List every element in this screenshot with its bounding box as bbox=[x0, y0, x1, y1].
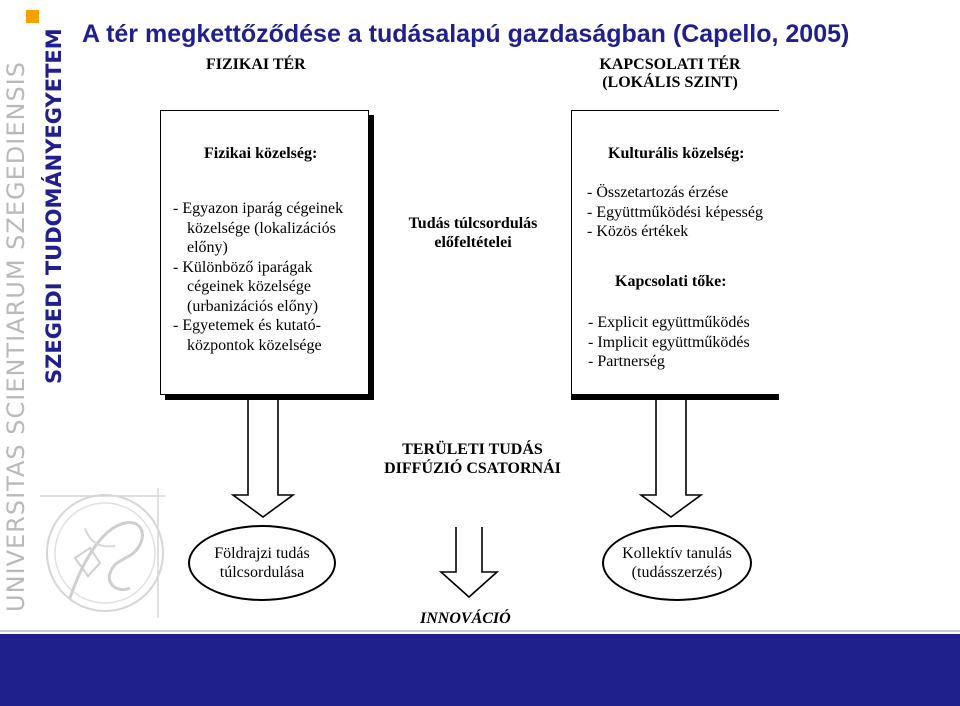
list-item: (urbanizációs előny) bbox=[187, 297, 319, 315]
list-item: - Különböző iparágak bbox=[173, 258, 313, 276]
cultural-proximity-title: Kulturális közelség: bbox=[608, 145, 745, 162]
footer-bar bbox=[0, 634, 960, 706]
list-item: előny) bbox=[187, 239, 228, 256]
list-item: - Közös értékek bbox=[587, 223, 689, 240]
right-oval-line1: Kollektív tanulás bbox=[622, 545, 732, 562]
geographic-spillover-oval bbox=[188, 525, 336, 601]
right-oval-line2: (tudásszerzés) bbox=[631, 564, 723, 581]
left-oval-line2: túlcsordulása bbox=[219, 564, 305, 581]
list-item: közelsége (lokalizációs bbox=[187, 219, 336, 237]
right-down-arrow bbox=[641, 394, 701, 517]
list-item: - Implicit együttműködés bbox=[588, 333, 750, 351]
channels-line1: TERÜLETI TUDÁS bbox=[402, 441, 543, 458]
list-item: - Együttműködési képesség bbox=[587, 203, 763, 221]
left-down-arrow bbox=[233, 394, 293, 517]
center-down-arrow bbox=[441, 527, 497, 597]
left-header: FIZIKAI TÉR bbox=[206, 56, 306, 73]
footer-divider bbox=[0, 630, 960, 632]
list-item: - Egyetemek és kutató- bbox=[173, 317, 321, 334]
university-name-text: SZEGEDI TUDOMÁNYEGYETEM bbox=[42, 28, 66, 384]
left-oval-line1: Földrajzi tudás bbox=[214, 545, 310, 562]
spillover-line2: előfeltételei bbox=[434, 234, 512, 251]
right-header-line2: (LOKÁLIS SZINT) bbox=[602, 74, 738, 91]
spillover-line1: Tudás túlcsordulás bbox=[408, 215, 538, 232]
university-latin-text: UNIVERSITAS SCIENTIARUM SZEGEDIENSIS bbox=[2, 61, 30, 612]
collective-learning-oval bbox=[602, 525, 752, 601]
channels-line2: DIFFÚZIÓ CSATORNÁI bbox=[384, 460, 561, 477]
list-item: cégeinek közelsége bbox=[187, 278, 311, 295]
right-header-line1: KAPCSOLATI TÉR bbox=[599, 56, 741, 73]
list-item: - Partnerség bbox=[588, 353, 665, 370]
slide-title: A tér megkettőződése a tudásalapú gazdaságban (Capello, 2005) bbox=[82, 20, 850, 48]
list-item: - Összetartozás érzése bbox=[587, 184, 729, 201]
list-item: - Egyazon iparág cégeinek bbox=[173, 200, 344, 217]
physical-proximity-title: Fizikai közelség: bbox=[204, 145, 318, 162]
relational-capital-title: Kapcsolati tőke: bbox=[615, 273, 727, 290]
list-item: - Explicit együttműködés bbox=[588, 314, 750, 331]
innovation-label: INNOVÁCIÓ bbox=[420, 610, 511, 627]
list-item: központok közelsége bbox=[187, 336, 322, 354]
